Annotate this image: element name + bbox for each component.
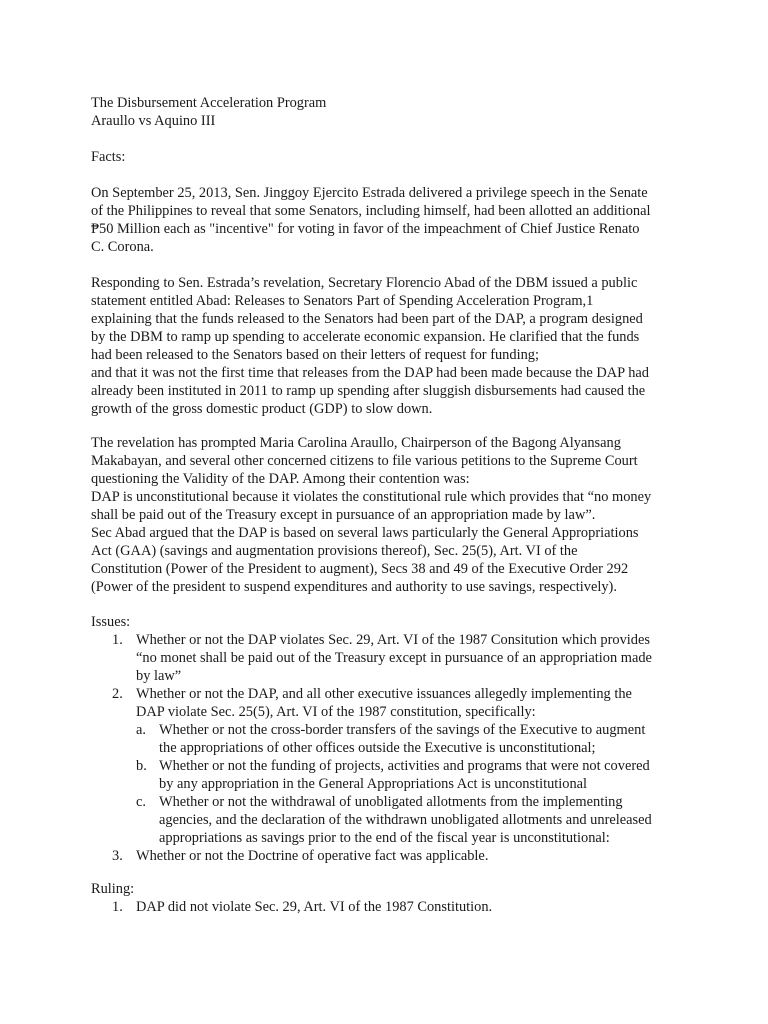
list-number: 1. [112,632,123,648]
list-number: 3. [112,848,123,864]
text-line: DAP did not violate Sec. 29, Art. VI of the 1987 Constitution. [136,899,493,915]
issue-item [91,847,691,865]
document-header [91,94,691,130]
text-line: explaining that the funds released to the Senators had been part of the DAP, a program designed [91,311,643,327]
list-letter: b. [136,758,147,774]
ruling-heading: Ruling: [91,881,135,897]
text-line: had been released to the Senators based on their letters of request for funding; [91,347,539,363]
text-line: Whether or not the funding of projects, activities and programs that were not covered [159,758,650,774]
text-line: statement entitled Abad: Releases to Senators Part of Spending Acceleration Program,1 [91,293,594,309]
text-line: and that it was not the first time that releases from the DAP had been made because the DAP had [91,365,650,381]
text-line: Whether or not the withdrawal of unobligated allotments from the implementing [159,794,623,810]
facts-paragraph-1 [91,184,691,256]
text-line: C. Corona. [91,239,154,255]
text-line: Whether or not the Doctrine of operative fact was applicable. [136,848,489,864]
text-line: appropriations as savings prior to the end of the fiscal year is unconstitutional: [159,830,610,846]
ruling-list [91,898,691,916]
sub-issue-item [91,721,691,757]
text-line: growth of the gross domestic product (GDP) to slow down. [91,401,433,417]
text-line: DAP violate Sec. 25(5), Art. VI of the 1987 constitution, specifically: [136,704,536,720]
text-line: The revelation has prompted Maria Carolina Araullo, Chairperson of the Bagong Alyansang [91,435,621,451]
list-letter: a. [136,722,146,738]
text-line: Sec Abad argued that the DAP is based on several laws particularly the General Appropriations [91,525,639,541]
text-line: the appropriations of other offices outside the Executive is unconstitutional; [159,740,596,756]
text-line: (Power of the president to suspend expenditures and authority to use savings, respectively). [91,579,617,595]
text-line: by law” [136,668,182,684]
facts-heading: Facts: [91,149,126,165]
issues-list [91,631,691,865]
text-line: agencies, and the declaration of the withdrawn unobligated allotments and unreleased [159,812,652,828]
list-number: 2. [112,686,123,702]
text-line: “no monet shall be paid out of the Treasury except in pursuance of an appropriation made [136,650,652,666]
list-number: 1. [112,899,123,915]
text-line: shall be paid out of the Treasury except in pursuance of an appropriation made by law”. [91,507,596,523]
text-line: On September 25, 2013, Sen. Jinggoy Ejercito Estrada delivered a privilege speech in the Senate [91,185,648,201]
text-line: questioning the Validity of the DAP. Among their contention was: [91,471,470,487]
ruling-item [91,898,691,916]
text-line: already been instituted in 2011 to ramp up spending after sluggish disbursements had caused the [91,383,646,399]
text-line: Whether or not the cross-border transfers of the savings of the Executive to augment [159,722,646,738]
text-line: Makabayan, and several other concerned citizens to file various petitions to the Supreme Court [91,453,638,469]
issue-item [91,631,691,685]
text-line: Act (GAA) (savings and augmentation provisions thereof), Sec. 25(5), Art. VI of the [91,543,578,559]
sub-issue-item [91,793,691,847]
text-line: Whether or not the DAP, and all other executive issuances allegedly implementing the [136,686,632,702]
text-line: Constitution (Power of the President to augment), Secs 38 and 49 of the Executive Order 292 [91,561,629,577]
text-line: DAP is unconstitutional because it violates the constitutional rule which provides that “no money [91,489,652,505]
text-line: ₱50 Million each as "incentive" for voting in favor of the impeachment of Chief Justice Renato [91,221,640,237]
issue-item [91,685,691,721]
list-letter: c. [136,794,146,810]
text-line: of the Philippines to reveal that some Senators, including himself, had been allotted an additional [91,203,651,219]
facts-paragraph-2 [91,274,691,418]
text-line: by the DBM to ramp up spending to accelerate economic expansion. He clarified that the funds [91,329,640,345]
text-line: by any appropriation in the General Appropriations Act is unconstitutional [159,776,588,792]
text-line: Whether or not the DAP violates Sec. 29, Art. VI of the 1987 Consitution which provides [136,632,650,648]
facts-paragraph-3 [91,434,691,596]
issues-heading: Issues: [91,614,131,630]
document-title: The Disbursement Acceleration Program [91,95,327,111]
text-line: Responding to Sen. Estrada’s revelation, Secretary Florencio Abad of the DBM issued a public [91,275,638,291]
case-name: Araullo vs Aquino III [91,113,216,129]
sub-issue-item [91,757,691,793]
